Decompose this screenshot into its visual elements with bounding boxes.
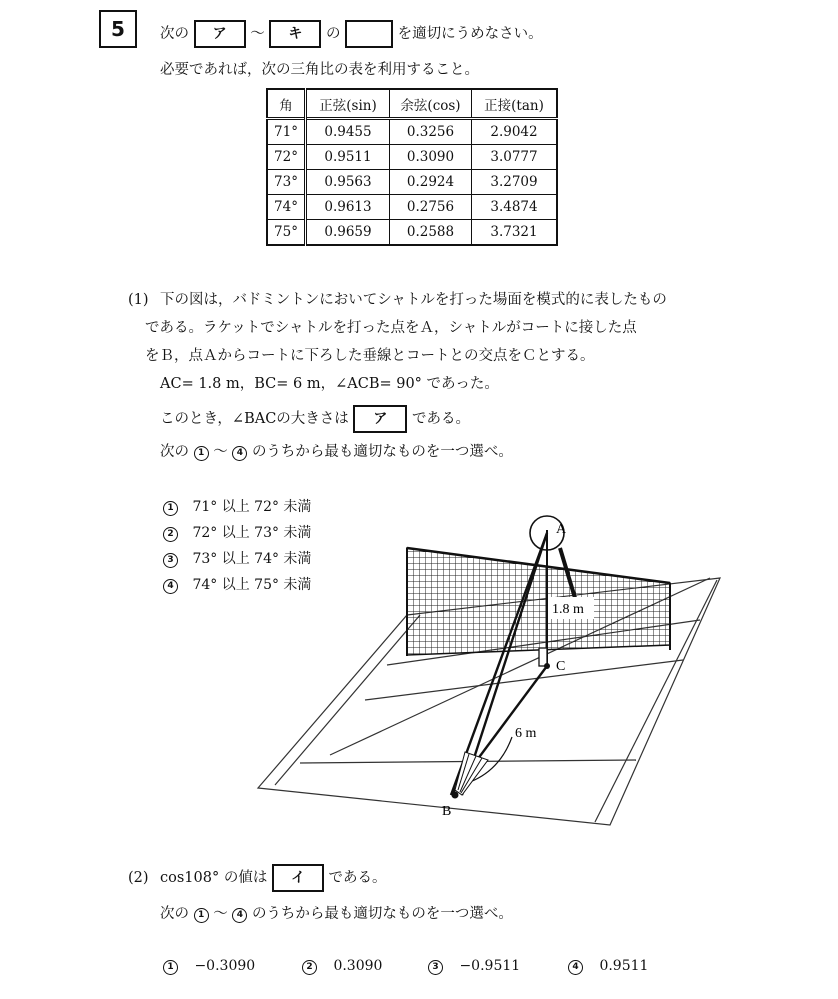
part1-line1: 下の図は，バドミントンにおいてシャトルを打った場面を模式的に表したもの [160, 292, 667, 308]
circled-number-icon: 4 [163, 579, 178, 594]
circled-number-icon: 4 [232, 446, 247, 461]
choice-text: 73° 以上 74° 未満 [192, 551, 312, 567]
circled-number-icon: 2 [163, 527, 178, 542]
table-cell: 0.3090 [390, 145, 472, 170]
answer-box-a[interactable]: ア [194, 20, 246, 48]
circled-number-icon: 1 [163, 501, 178, 516]
table-cell: 0.2924 [390, 170, 472, 195]
intro-tilde: 〜 [250, 26, 265, 42]
part2-line2-prefix: 次の [160, 906, 189, 922]
choice-1[interactable] [163, 958, 255, 975]
table-cell: 0.9563 [306, 170, 390, 195]
point-c [544, 663, 550, 669]
header-angle: 角 [267, 89, 306, 119]
circled-number-icon: 4 [568, 960, 583, 975]
circled-number-icon: 1 [194, 446, 209, 461]
table-cell: 72° [267, 145, 306, 170]
circled-number-icon: 1 [194, 908, 209, 923]
circled-number-icon: 2 [302, 960, 317, 975]
choice-3[interactable] [428, 958, 520, 975]
part2-line2 [160, 904, 513, 924]
table-cell: 0.2756 [390, 195, 472, 220]
table-cell: 71° [267, 119, 306, 145]
part1-line6-mid: 〜 [213, 444, 228, 460]
part2-line1-suffix: である。 [328, 870, 387, 886]
point-b-label: B [442, 804, 452, 819]
point-a-label: A [556, 522, 567, 537]
table-cell: 73° [267, 170, 306, 195]
choice-2[interactable] [302, 958, 382, 975]
intro-note: 必要であれば，次の三角比の表を利用すること。 [160, 62, 479, 78]
table-cell: 0.2588 [390, 220, 472, 246]
circled-number-icon: 4 [232, 908, 247, 923]
header-cos: 余弦(cos) [390, 89, 472, 119]
part1-line3: をＢ，点Ａからコートに下ろした垂線とコートとの交点をＣとする。 [145, 348, 595, 364]
question-number: 5 [99, 10, 137, 48]
table-cell: 3.2709 [472, 170, 558, 195]
part2-label: (2) [128, 870, 149, 886]
part1-line6-suffix: のうちから最も適切なものを一つ選べ。 [251, 444, 513, 460]
header-sin: 正弦(sin) [306, 89, 390, 119]
answer-box-i[interactable]: イ [272, 864, 324, 892]
choice-text: 71° 以上 72° 未満 [192, 499, 312, 515]
intro-middle: の [325, 26, 341, 42]
choice-text: 74° 以上 75° 未満 [192, 577, 312, 593]
part2-line2-mid: 〜 [213, 906, 228, 922]
circled-number-icon: 3 [163, 553, 178, 568]
table-cell: 0.9613 [306, 195, 390, 220]
choice-text: 0.9511 [599, 958, 649, 974]
table-cell: 3.7321 [472, 220, 558, 246]
choice-text: −0.9511 [459, 958, 521, 974]
part2-line1 [160, 864, 387, 892]
circled-number-icon: 3 [428, 960, 443, 975]
answer-box-ki[interactable]: キ [269, 20, 321, 48]
len-bc-label: 6 m [515, 726, 537, 741]
len-ac-label: 1.8 m [552, 602, 584, 617]
choice-4[interactable] [568, 958, 648, 975]
table-cell: 74° [267, 195, 306, 220]
part2-line2-suffix: のうちから最も適切なものを一つ選べ。 [251, 906, 513, 922]
part1-line6-prefix: 次の [160, 444, 189, 460]
table-cell: 2.9042 [472, 119, 558, 145]
part2-line1-prefix: cos108° の値は [160, 870, 268, 886]
choice-text: 0.3090 [333, 958, 383, 974]
net [407, 548, 670, 656]
intro-suffix: を適切にうめなさい。 [397, 26, 543, 42]
part1-line4: AC= 1.8 m，BC= 6 m，∠ACB= 90° であった。 [160, 376, 499, 392]
table-cell: 0.9455 [306, 119, 390, 145]
answer-box-a-part1[interactable]: ア [353, 405, 407, 433]
part1-line5-prefix: このとき，∠BACの大きさは [160, 411, 349, 427]
part1-line2: である。ラケットでシャトルを打った点をＡ，シャトルがコートに接した点 [145, 320, 637, 336]
intro-prefix: 次の [160, 26, 189, 42]
table-cell: 3.4874 [472, 195, 558, 220]
choice-text: 72° 以上 73° 未満 [192, 525, 312, 541]
table-cell: 3.0777 [472, 145, 558, 170]
circled-number-icon: 1 [163, 960, 178, 975]
choice-text: −0.3090 [194, 958, 256, 974]
table-cell: 75° [267, 220, 306, 246]
table-cell: 0.9659 [306, 220, 390, 246]
header-tan: 正接(tan) [472, 89, 558, 119]
part1-line5-suffix: である。 [412, 411, 471, 427]
point-c-label: C [556, 659, 566, 674]
table-cell: 0.9511 [306, 145, 390, 170]
part1-label: (1) [128, 292, 149, 308]
table-cell: 0.3256 [390, 119, 472, 145]
